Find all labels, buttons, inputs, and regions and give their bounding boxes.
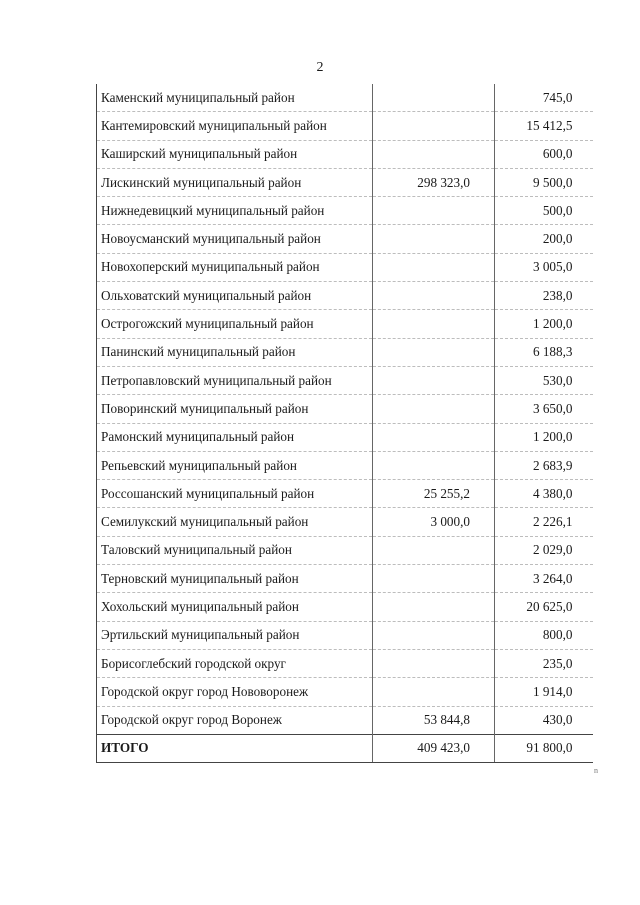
amount-column-1 <box>373 678 495 706</box>
table-row <box>97 84 593 112</box>
amount-column-1 <box>373 423 495 451</box>
district-name: Городской округ город Воронеж <box>97 706 373 734</box>
amount-column-2: 3 005,0 <box>495 253 593 281</box>
district-name: Новоусманский муниципальный район <box>97 225 373 253</box>
district-name: Терновский муниципальный район <box>97 565 373 593</box>
amount-column-1 <box>373 112 495 140</box>
amount-column-1 <box>373 621 495 649</box>
amount-column-1 <box>373 225 495 253</box>
amount-column-1 <box>373 395 495 423</box>
table-row <box>97 310 593 338</box>
page-number: 2 <box>316 60 324 75</box>
amount-column-2: 15 412,5 <box>495 112 593 140</box>
district-name: Хохольский муниципальный район <box>97 593 373 621</box>
district-name: Петропавловский муниципальный район <box>97 366 373 394</box>
table-row <box>97 649 593 677</box>
district-name: Борисоглебский городской округ <box>97 649 373 677</box>
table-row <box>97 621 593 649</box>
district-name: Нижнедевицкий муниципальный район <box>97 197 373 225</box>
amount-column-2: 2 226,1 <box>495 508 593 536</box>
amount-column-1: 25 255,2 <box>373 480 495 508</box>
table-row <box>97 112 593 140</box>
table-row <box>97 451 593 479</box>
budget-table <box>96 84 593 763</box>
total-label: ИТОГО <box>97 734 373 762</box>
amount-column-1 <box>373 338 495 366</box>
table-row <box>97 395 593 423</box>
amount-column-1 <box>373 84 495 112</box>
table-row <box>97 536 593 564</box>
amount-column-2: 2 029,0 <box>495 536 593 564</box>
district-name: Городской округ город Нововоронеж <box>97 678 373 706</box>
district-name: Каширский муниципальный район <box>97 140 373 168</box>
table-row <box>97 593 593 621</box>
district-name: Острогожский муниципальный район <box>97 310 373 338</box>
amount-column-1: 53 844,8 <box>373 706 495 734</box>
total-row <box>97 734 593 762</box>
amount-column-1: 298 323,0 <box>373 168 495 196</box>
amount-column-2: 200,0 <box>495 225 593 253</box>
amount-column-2: 800,0 <box>495 621 593 649</box>
amount-column-1 <box>373 366 495 394</box>
table-row <box>97 565 593 593</box>
amount-column-2: 530,0 <box>495 366 593 394</box>
amount-column-1: 3 000,0 <box>373 508 495 536</box>
table-row <box>97 282 593 310</box>
amount-column-2: 600,0 <box>495 140 593 168</box>
amount-column-1 <box>373 140 495 168</box>
amount-column-1 <box>373 565 495 593</box>
amount-column-1 <box>373 282 495 310</box>
amount-column-1 <box>373 451 495 479</box>
amount-column-2: 2 683,9 <box>495 451 593 479</box>
district-name: Кантемировский муниципальный район <box>97 112 373 140</box>
amount-column-2: 9 500,0 <box>495 168 593 196</box>
table-row <box>97 423 593 451</box>
amount-column-1 <box>373 197 495 225</box>
amount-column-2: 6 188,3 <box>495 338 593 366</box>
district-name: Эртильский муниципальный район <box>97 621 373 649</box>
amount-column-2: 1 200,0 <box>495 423 593 451</box>
table-row <box>97 338 593 366</box>
table-row <box>97 225 593 253</box>
amount-column-2: 3 264,0 <box>495 565 593 593</box>
district-name: Репьевский муниципальный район <box>97 451 373 479</box>
amount-column-2: 1 200,0 <box>495 310 593 338</box>
amount-column-2: 745,0 <box>495 84 593 112</box>
amount-column-2: 500,0 <box>495 197 593 225</box>
district-name: Лискинский муниципальный район <box>97 168 373 196</box>
table-row <box>97 706 593 734</box>
corner-mark: n <box>594 766 598 775</box>
table-row <box>97 140 593 168</box>
amount-column-1 <box>373 536 495 564</box>
amount-column-1 <box>373 649 495 677</box>
table-row <box>97 678 593 706</box>
district-name: Каменский муниципальный район <box>97 84 373 112</box>
total-amount-column-2: 91 800,0 <box>495 734 593 762</box>
district-name: Новохоперский муниципальный район <box>97 253 373 281</box>
table-row <box>97 480 593 508</box>
amount-column-2: 238,0 <box>495 282 593 310</box>
district-name: Таловский муниципальный район <box>97 536 373 564</box>
district-name: Поворинский муниципальный район <box>97 395 373 423</box>
amount-column-1 <box>373 253 495 281</box>
table-row <box>97 253 593 281</box>
district-name: Семилукский муниципальный район <box>97 508 373 536</box>
table-row <box>97 366 593 394</box>
amount-column-2: 430,0 <box>495 706 593 734</box>
district-name: Рамонский муниципальный район <box>97 423 373 451</box>
amount-column-2: 3 650,0 <box>495 395 593 423</box>
table-row <box>97 508 593 536</box>
amount-column-2: 4 380,0 <box>495 480 593 508</box>
table-row <box>97 168 593 196</box>
budget-table-body <box>97 84 593 763</box>
district-name: Ольховатский муниципальный район <box>97 282 373 310</box>
amount-column-2: 235,0 <box>495 649 593 677</box>
total-amount-column-1: 409 423,0 <box>373 734 495 762</box>
amount-column-2: 20 625,0 <box>495 593 593 621</box>
amount-column-2: 1 914,0 <box>495 678 593 706</box>
amount-column-1 <box>373 310 495 338</box>
district-name: Панинский муниципальный район <box>97 338 373 366</box>
amount-column-1 <box>373 593 495 621</box>
district-name: Россошанский муниципальный район <box>97 480 373 508</box>
table-row <box>97 197 593 225</box>
